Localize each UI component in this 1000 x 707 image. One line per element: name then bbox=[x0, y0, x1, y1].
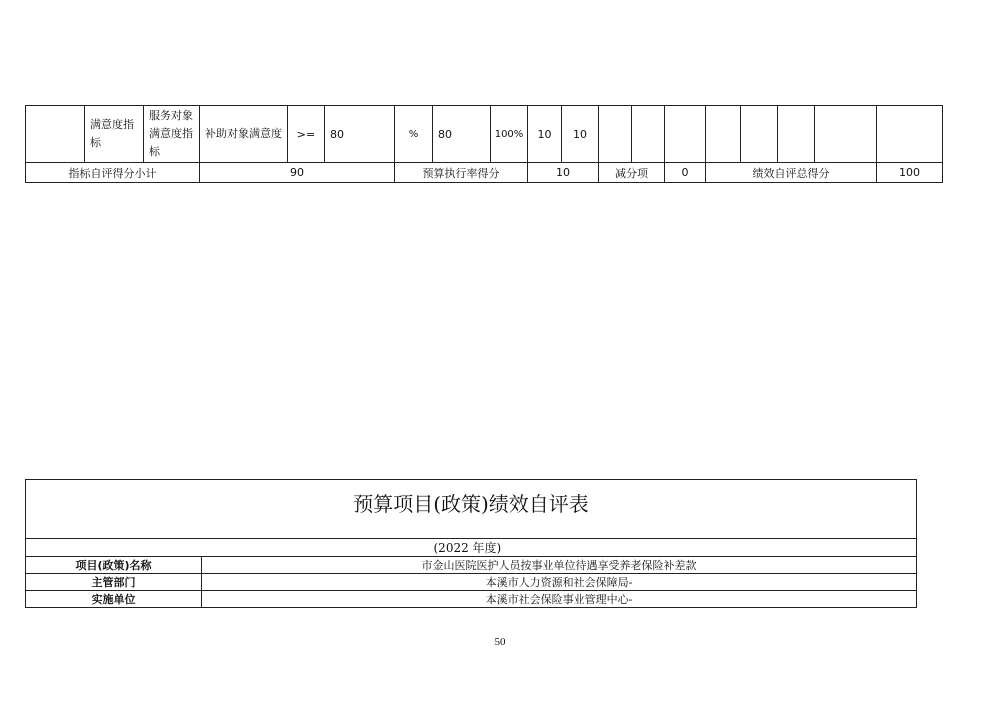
empty-cell bbox=[877, 106, 943, 163]
empty-cell bbox=[706, 106, 741, 163]
indicator-cell: 补助对象满意度 bbox=[200, 106, 288, 163]
empty-cell bbox=[778, 106, 815, 163]
meta-left bbox=[26, 538, 202, 556]
score-cell: 10 bbox=[562, 106, 599, 163]
page-number: 50 bbox=[494, 636, 506, 648]
implementing-unit-value: 本溪市社会保险事业管理中心- bbox=[202, 590, 917, 607]
empty-cell bbox=[599, 106, 632, 163]
empty-cell bbox=[815, 106, 877, 163]
project-name-value: 市金山医院医护人员按事业单位待遇享受养老保险补差款 bbox=[202, 556, 917, 573]
empty-cell bbox=[665, 106, 706, 163]
unit-cell: % bbox=[395, 106, 433, 163]
summary-row bbox=[26, 163, 943, 183]
subtotal-label: 指标自评得分小计 bbox=[26, 163, 200, 183]
empty-cell bbox=[741, 106, 778, 163]
level2-cell: 满意度指标 bbox=[85, 106, 144, 163]
self-evaluation-table bbox=[25, 479, 917, 608]
total-value: 100 bbox=[877, 163, 943, 183]
project-name-label: 项目(政策)名称 bbox=[26, 556, 202, 573]
implementing-unit-label: 实施单位 bbox=[26, 590, 202, 607]
budget-rate-label: 预算执行率得分 bbox=[395, 163, 528, 183]
implementing-unit-row bbox=[26, 590, 917, 607]
budget-rate-value: 10 bbox=[528, 163, 599, 183]
deduction-label: 减分项 bbox=[599, 163, 665, 183]
weight-cell: 10 bbox=[528, 106, 562, 163]
level1-cell bbox=[26, 106, 85, 163]
completion-cell: 100% bbox=[491, 106, 528, 163]
project-name-row bbox=[26, 556, 917, 573]
table-title: 预算项目(政策)绩效自评表 bbox=[353, 492, 589, 516]
indicator-table bbox=[25, 105, 943, 183]
level3-cell: 服务对象满意度指标 bbox=[144, 106, 200, 163]
title-cell bbox=[26, 480, 917, 538]
operator-cell: >= bbox=[288, 106, 325, 163]
header-meta-row bbox=[26, 538, 917, 556]
total-label: 绩效自评总得分 bbox=[706, 163, 877, 183]
department-label: 主管部门 bbox=[26, 573, 202, 590]
title-row bbox=[26, 480, 917, 538]
deduction-value: 0 bbox=[665, 163, 706, 183]
subtotal-value: 90 bbox=[200, 163, 395, 183]
department-value: 本溪市人力资源和社会保障局- bbox=[202, 573, 917, 590]
empty-cell bbox=[632, 106, 665, 163]
indicator-row bbox=[26, 106, 943, 163]
department-row bbox=[26, 573, 917, 590]
target-cell: 80 bbox=[325, 106, 395, 163]
actual-cell: 80 bbox=[433, 106, 491, 163]
table-subtitle: (2022 年度) bbox=[202, 538, 917, 556]
